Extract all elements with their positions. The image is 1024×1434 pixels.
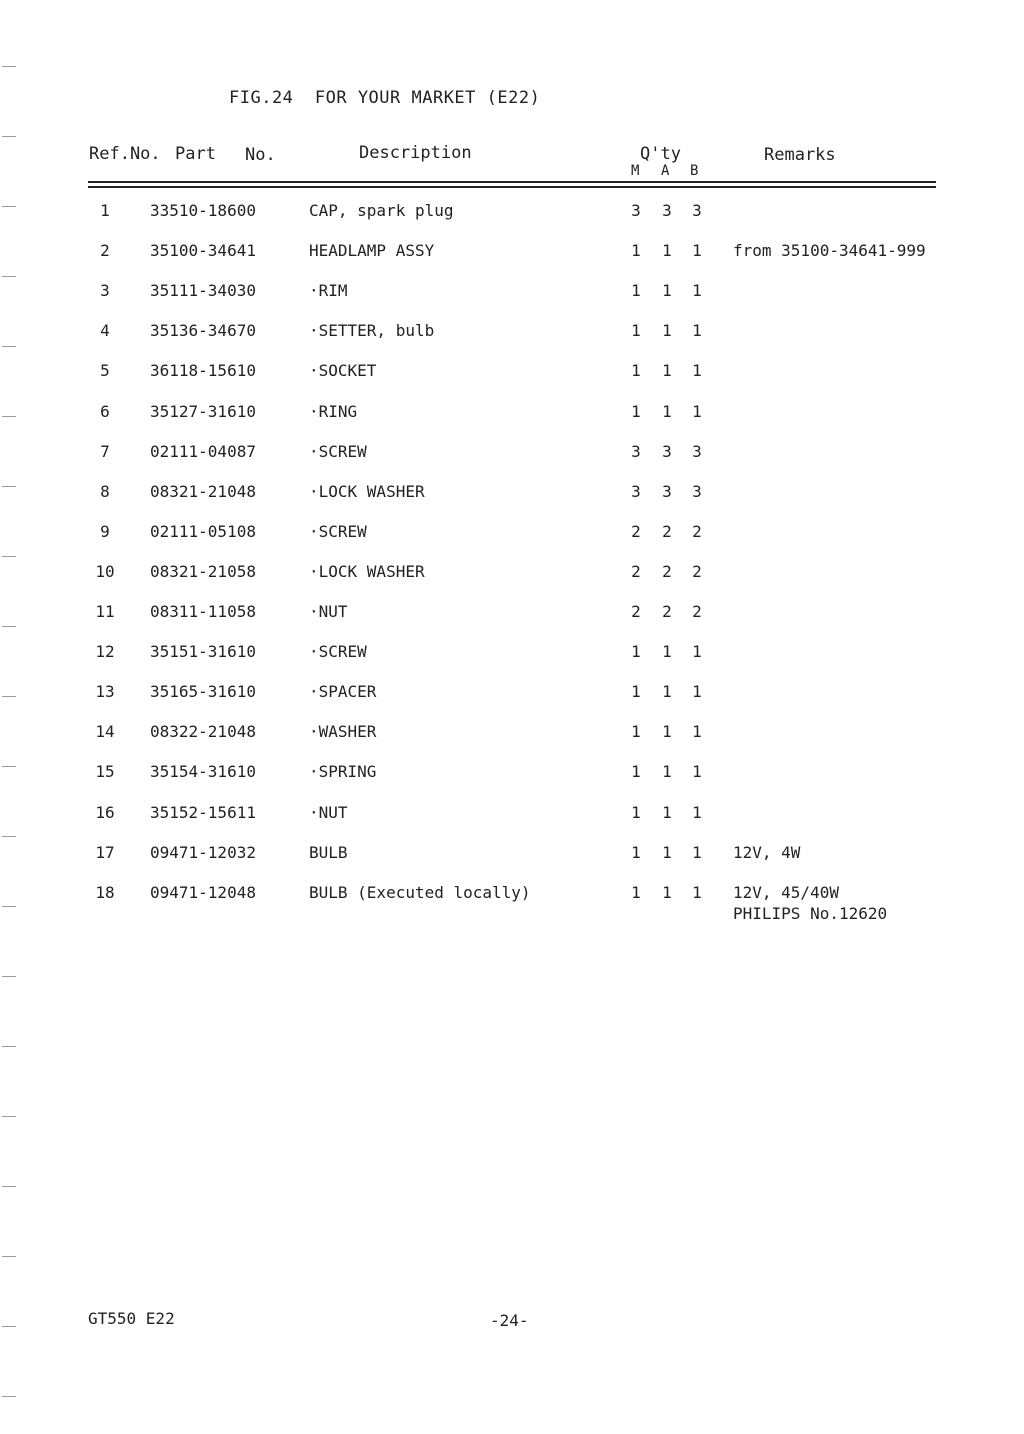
part-number-cell: 35151-31610 [150, 642, 256, 661]
table-row [0, 281, 1024, 321]
qty-a-cell: 1 [662, 682, 672, 701]
ref-no-cell: 9 [100, 522, 110, 541]
header-rule-top [88, 181, 936, 183]
margin-tick [2, 136, 16, 137]
qty-b-cell: 1 [692, 883, 702, 902]
remarks-cell: from 35100-34641-999 [733, 241, 926, 260]
table-row [0, 762, 1024, 802]
ref-no-cell: 7 [100, 442, 110, 461]
qty-b-cell: 1 [692, 762, 702, 781]
qty-b-cell: 1 [692, 361, 702, 380]
qty-m-cell: 2 [631, 522, 641, 541]
qty-a-cell: 1 [662, 762, 672, 781]
ref-no-cell: 5 [100, 361, 110, 380]
description-cell: ·LOCK WASHER [309, 562, 425, 581]
qty-a-cell: 1 [662, 883, 672, 902]
header-ref-no: Ref.No. [89, 144, 161, 164]
ref-no-cell: 15 [95, 762, 115, 781]
qty-b-cell: 3 [692, 201, 702, 220]
qty-b-cell: 1 [692, 402, 702, 421]
qty-a-cell: 1 [662, 642, 672, 661]
table-row [0, 361, 1024, 401]
qty-m-cell: 1 [631, 682, 641, 701]
part-number-cell: 02111-04087 [150, 442, 256, 461]
footer-model: GT550 E22 [88, 1309, 175, 1328]
table-row [0, 442, 1024, 482]
qty-m-cell: 1 [631, 762, 641, 781]
header-rule-bottom [88, 186, 936, 188]
header-no: No. [245, 145, 276, 165]
qty-m-cell: 2 [631, 562, 641, 581]
table-row [0, 803, 1024, 843]
margin-tick [2, 1326, 16, 1327]
part-number-cell: 35152-15611 [150, 803, 256, 822]
part-number-cell: 35154-31610 [150, 762, 256, 781]
part-number-cell: 35111-34030 [150, 281, 256, 300]
qty-a-cell: 2 [662, 562, 672, 581]
part-number-cell: 02111-05108 [150, 522, 256, 541]
qty-b-cell: 1 [692, 843, 702, 862]
table-row [0, 321, 1024, 361]
margin-tick [2, 1116, 16, 1117]
table-row [0, 562, 1024, 602]
qty-a-cell: 3 [662, 201, 672, 220]
ref-no-cell: 4 [100, 321, 110, 340]
qty-m-cell: 1 [631, 361, 641, 380]
ref-no-cell: 6 [100, 402, 110, 421]
description-cell: ·SCREW [309, 522, 367, 541]
qty-m-cell: 3 [631, 201, 641, 220]
description-cell: ·SCREW [309, 442, 367, 461]
header-qty-m: M [631, 163, 640, 179]
qty-a-cell: 1 [662, 402, 672, 421]
ref-no-cell: 8 [100, 482, 110, 501]
description-cell: ·SPRING [309, 762, 377, 781]
qty-m-cell: 1 [631, 803, 641, 822]
remarks-line2-cell: PHILIPS No.12620 [733, 904, 888, 923]
qty-b-cell: 2 [692, 562, 702, 581]
description-cell: ·WASHER [309, 722, 377, 741]
qty-b-cell: 3 [692, 482, 702, 501]
qty-m-cell: 1 [631, 883, 641, 902]
table-row [0, 402, 1024, 442]
qty-m-cell: 3 [631, 482, 641, 501]
header-description: Description [359, 143, 472, 163]
qty-a-cell: 3 [662, 482, 672, 501]
qty-m-cell: 1 [631, 281, 641, 300]
part-number-cell: 09471-12032 [150, 843, 256, 862]
part-number-cell: 08321-21058 [150, 562, 256, 581]
qty-b-cell: 1 [692, 241, 702, 260]
table-row [0, 682, 1024, 722]
description-cell: BULB (Executed locally) [309, 883, 531, 902]
description-cell: ·NUT [309, 602, 348, 621]
table-row [0, 883, 1024, 923]
description-cell: CAP, spark plug [309, 201, 454, 220]
part-number-cell: 08321-21048 [150, 482, 256, 501]
header-qty: Q'ty [640, 144, 681, 164]
ref-no-cell: 2 [100, 241, 110, 260]
description-cell: ·RING [309, 402, 358, 421]
remarks-cell: 12V, 4W [733, 843, 801, 862]
header-qty-b: B [690, 163, 699, 179]
description-cell: ·RIM [309, 281, 348, 300]
margin-tick [2, 1396, 16, 1397]
qty-m-cell: 1 [631, 241, 641, 260]
header-remarks: Remarks [764, 145, 836, 165]
table-row [0, 241, 1024, 281]
description-cell: ·LOCK WASHER [309, 482, 425, 501]
description-cell: ·SPACER [309, 682, 377, 701]
qty-b-cell: 2 [692, 602, 702, 621]
qty-m-cell: 1 [631, 642, 641, 661]
qty-a-cell: 1 [662, 803, 672, 822]
table-row [0, 482, 1024, 522]
qty-b-cell: 1 [692, 642, 702, 661]
part-number-cell: 08322-21048 [150, 722, 256, 741]
ref-no-cell: 13 [95, 682, 115, 701]
margin-tick [2, 66, 16, 67]
qty-a-cell: 1 [662, 843, 672, 862]
qty-b-cell: 2 [692, 522, 702, 541]
figure-title: FIG.24 FOR YOUR MARKET (E22) [229, 88, 541, 108]
qty-b-cell: 1 [692, 321, 702, 340]
table-row [0, 602, 1024, 642]
qty-a-cell: 1 [662, 281, 672, 300]
footer-page-number: -24- [490, 1311, 529, 1330]
part-number-cell: 33510-18600 [150, 201, 256, 220]
qty-b-cell: 1 [692, 682, 702, 701]
ref-no-cell: 10 [95, 562, 115, 581]
qty-a-cell: 2 [662, 602, 672, 621]
margin-tick [2, 1186, 16, 1187]
qty-a-cell: 1 [662, 361, 672, 380]
description-cell: ·SCREW [309, 642, 367, 661]
margin-tick [2, 1256, 16, 1257]
ref-no-cell: 1 [100, 201, 110, 220]
table-row [0, 642, 1024, 682]
qty-b-cell: 1 [692, 722, 702, 741]
qty-a-cell: 1 [662, 321, 672, 340]
part-number-cell: 36118-15610 [150, 361, 256, 380]
description-cell: ·SOCKET [309, 361, 377, 380]
table-row [0, 522, 1024, 562]
table-row [0, 722, 1024, 762]
header-qty-a: A [661, 163, 670, 179]
qty-m-cell: 1 [631, 843, 641, 862]
qty-b-cell: 3 [692, 442, 702, 461]
qty-m-cell: 1 [631, 402, 641, 421]
description-cell: HEADLAMP ASSY [309, 241, 435, 260]
header-part: Part [175, 144, 216, 164]
description-cell: BULB [309, 843, 348, 862]
qty-a-cell: 1 [662, 722, 672, 741]
description-cell: ·SETTER, bulb [309, 321, 435, 340]
part-number-cell: 35136-34670 [150, 321, 256, 340]
part-number-cell: 08311-11058 [150, 602, 256, 621]
margin-tick [2, 976, 16, 977]
table-row [0, 201, 1024, 241]
ref-no-cell: 18 [95, 883, 115, 902]
qty-a-cell: 3 [662, 442, 672, 461]
qty-m-cell: 3 [631, 442, 641, 461]
qty-m-cell: 1 [631, 722, 641, 741]
description-cell: ·NUT [309, 803, 348, 822]
part-number-cell: 35165-31610 [150, 682, 256, 701]
ref-no-cell: 3 [100, 281, 110, 300]
qty-b-cell: 1 [692, 803, 702, 822]
ref-no-cell: 14 [95, 722, 115, 741]
ref-no-cell: 12 [95, 642, 115, 661]
remarks-cell: 12V, 45/40W [733, 883, 839, 902]
ref-no-cell: 11 [95, 602, 115, 621]
part-number-cell: 35100-34641 [150, 241, 256, 260]
qty-m-cell: 1 [631, 321, 641, 340]
qty-a-cell: 1 [662, 241, 672, 260]
ref-no-cell: 17 [95, 843, 115, 862]
qty-m-cell: 2 [631, 602, 641, 621]
qty-a-cell: 2 [662, 522, 672, 541]
qty-b-cell: 1 [692, 281, 702, 300]
table-row [0, 843, 1024, 883]
ref-no-cell: 16 [95, 803, 115, 822]
part-number-cell: 09471-12048 [150, 883, 256, 902]
part-number-cell: 35127-31610 [150, 402, 256, 421]
margin-tick [2, 1046, 16, 1047]
